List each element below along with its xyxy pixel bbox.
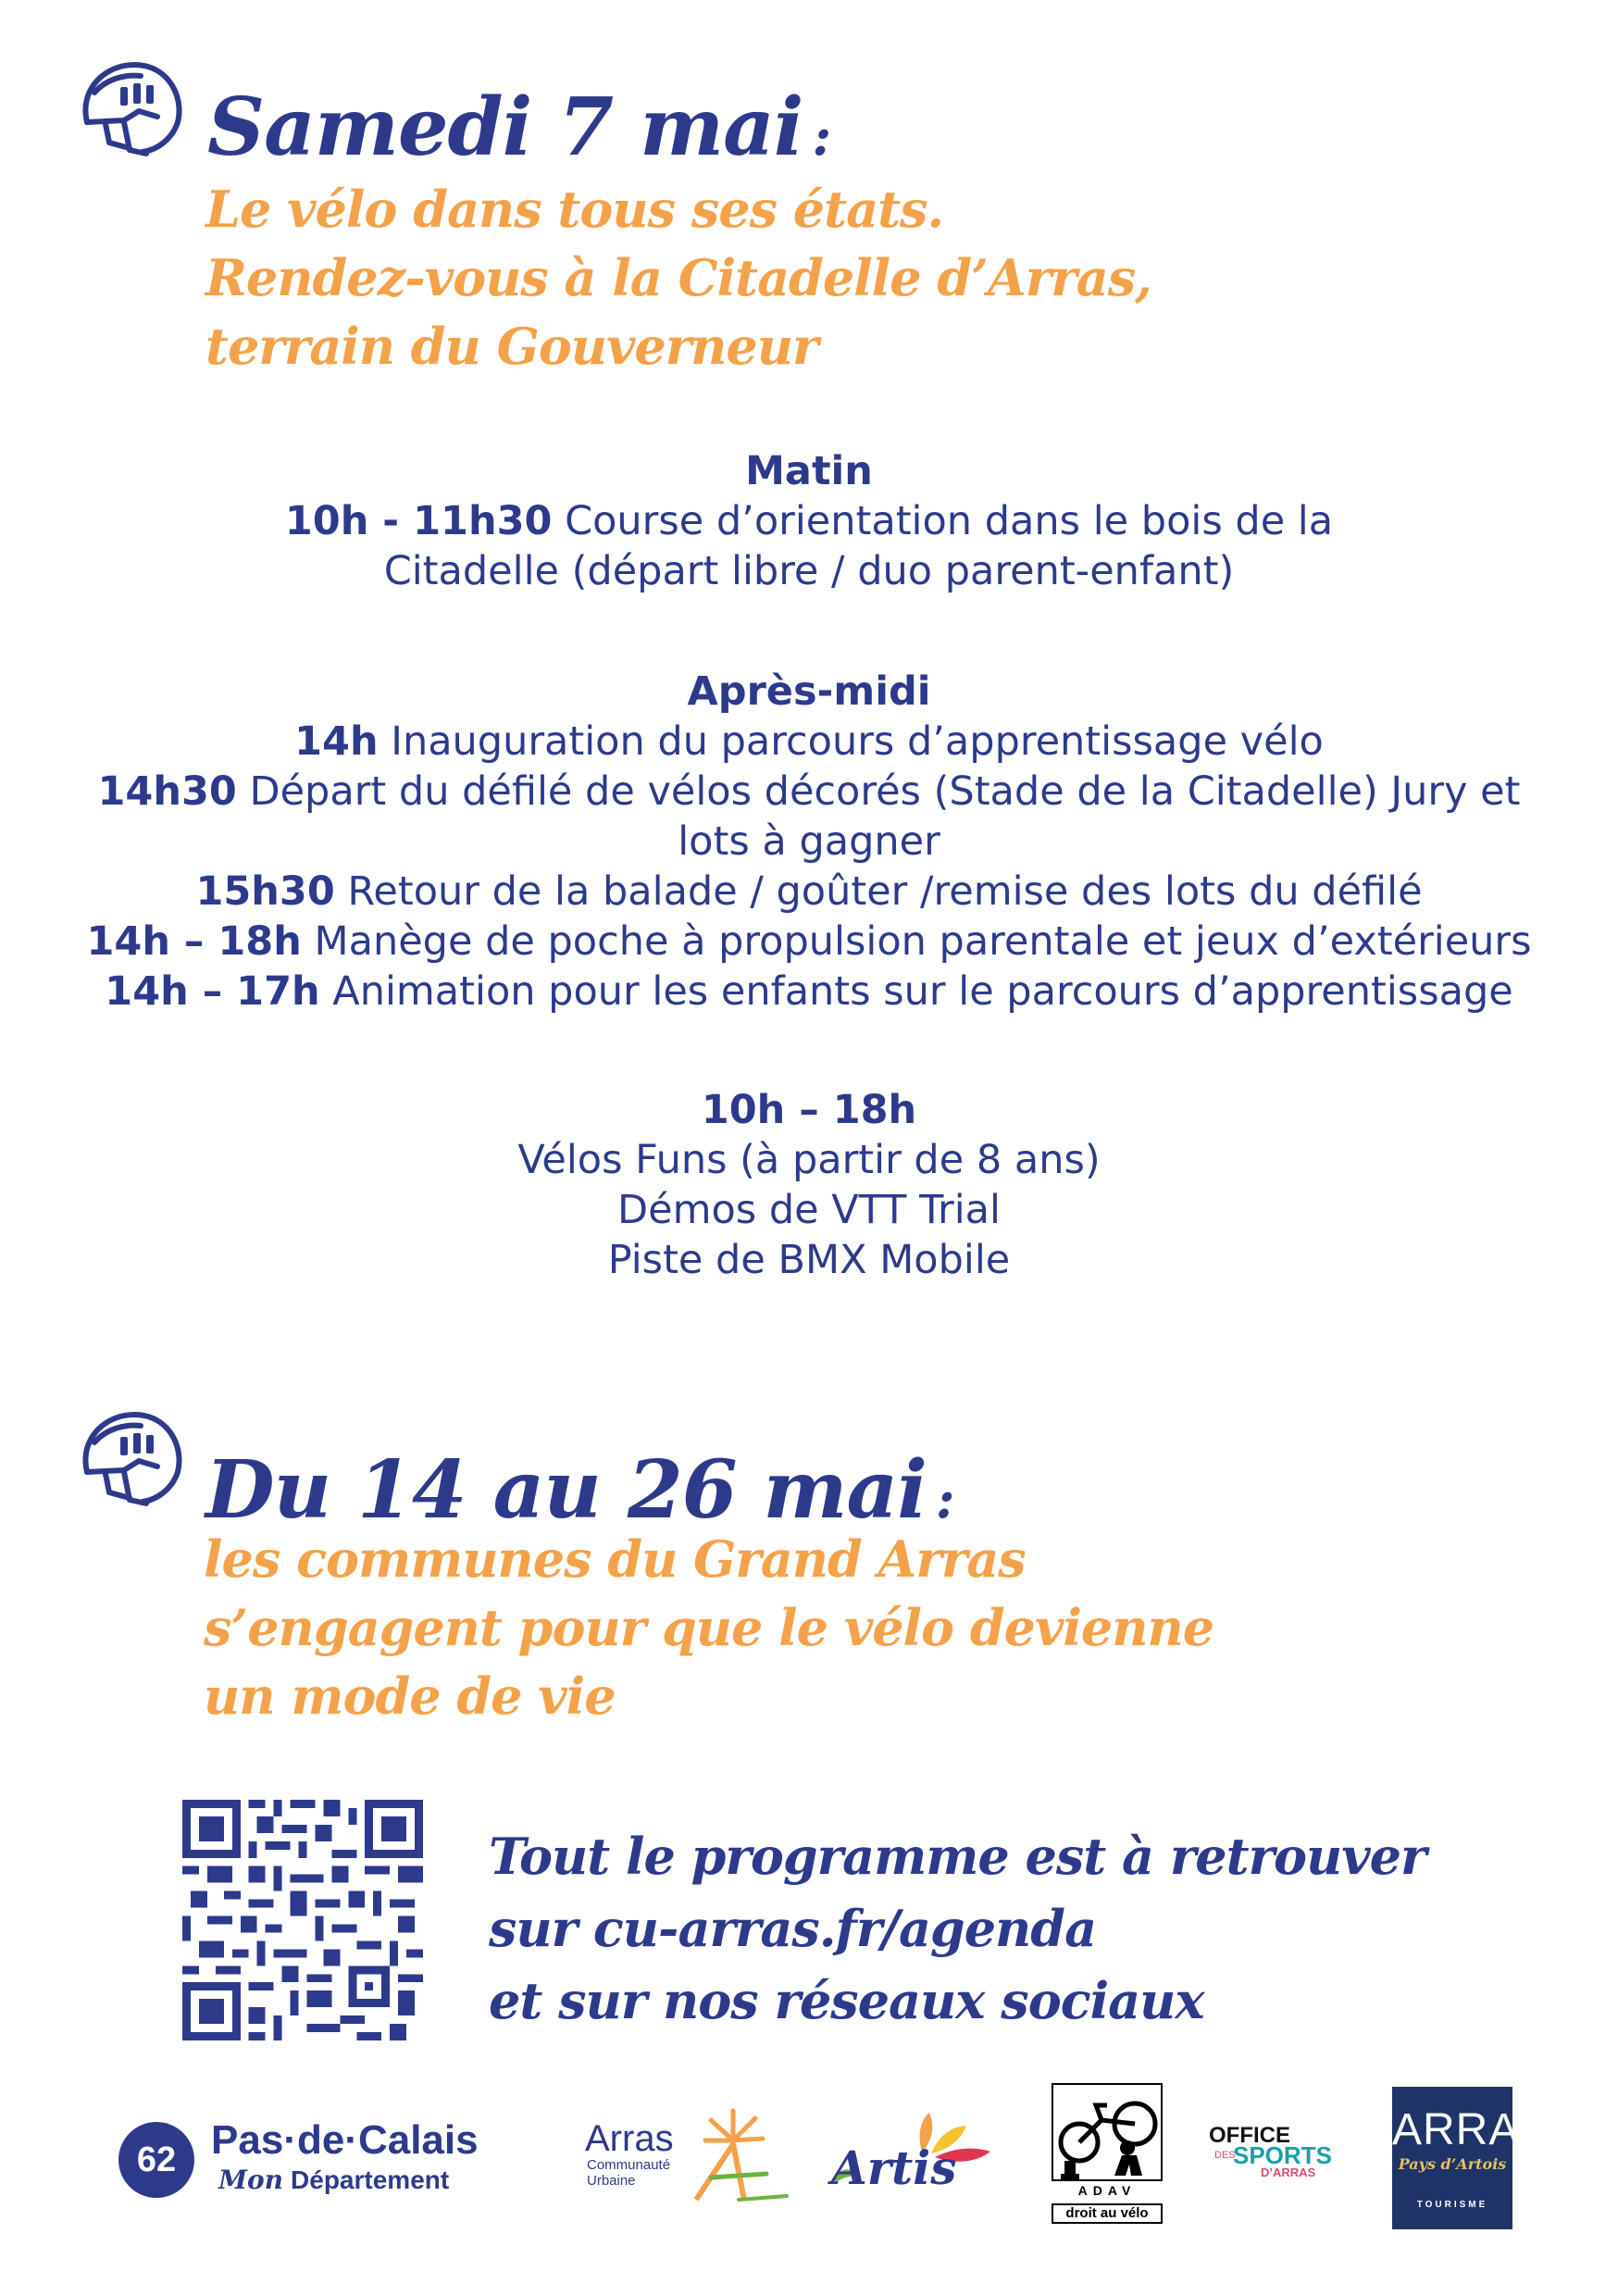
closing-line: Tout le programme est à retrouver (489, 1827, 1426, 1886)
office-des-sports-line: OFFICE (1209, 2123, 1290, 2148)
program-line: Piste de BMX Mobile (607, 1237, 1011, 1283)
section2-subtitle-line: un mode de vie (204, 1666, 616, 1726)
program-text: Inauguration du parcours d’apprentissage vélo (378, 718, 1324, 765)
program-text: lots à gagner (678, 818, 940, 865)
office-des-sports-line: SPORTS (1233, 2141, 1332, 2169)
program-time: 14h – 18h (86, 918, 302, 965)
pas-de-calais-badge: 62 (118, 2122, 194, 2198)
section1-subtitle-line: Le vélo dans tous ses états. (205, 180, 944, 239)
adav-tagline: droit au vélo (1052, 2203, 1163, 2224)
program-apresmidi (37, 667, 1581, 1017)
arras-communaute-sub: Communauté (587, 2157, 671, 2173)
program-line (37, 917, 1581, 967)
program-line (37, 546, 1581, 596)
program-heading: Après-midi (687, 668, 931, 715)
arras-tourisme-logo (1392, 2087, 1550, 2229)
program-heading: 10h – 18h (701, 1087, 917, 1133)
section1-subtitle-line: Rendez-vous à la Citadelle d’Arras, (205, 248, 1151, 307)
title-colon: : (935, 1469, 954, 1530)
program-line (37, 867, 1581, 917)
pas-de-calais-mon: Mon (218, 2165, 284, 2195)
program-matin (37, 446, 1581, 596)
arras-communaute-logo (585, 2103, 789, 2205)
helmet-icon (68, 1396, 189, 1516)
program-allday (37, 1085, 1581, 1285)
qr-code[interactable] (182, 1800, 423, 2040)
program-text: Citadelle (départ libre / duo parent-enfant) (383, 548, 1235, 594)
pas-de-calais-name: Pas·de·Calais (211, 2117, 479, 2163)
arras-tourisme-name: ARRAS (1392, 2105, 1550, 2154)
closing-line: et sur nos réseaux sociaux (489, 1971, 1204, 2030)
title-colon: : (812, 106, 831, 168)
helmet-icon (68, 46, 189, 167)
program-text: Animation pour les enfants sur le parcours d’apprentissage (319, 968, 1513, 1015)
office-des-sports-logo (1209, 2123, 1332, 2189)
program-line (37, 817, 1581, 867)
program-line (37, 967, 1581, 1017)
arras-communaute-name: Arras (585, 2118, 674, 2159)
program-line: Démos de VTT Trial (617, 1187, 1001, 1233)
arras-tourisme-sub: Pays d’Artois (1398, 2155, 1507, 2173)
program-time: 15h30 (195, 868, 335, 915)
closing-line[interactable]: sur cu-arras.fr/agenda (489, 1899, 1097, 1958)
program-text: Course d’orientation dans le bois de la (552, 498, 1334, 544)
program-time: 14h – 17h (105, 968, 320, 1015)
pas-de-calais-subtitle (218, 2165, 449, 2196)
program-time: 14h30 (97, 768, 237, 815)
section2-title: Du 14 au 26 mai : (205, 1443, 954, 1537)
program-line (37, 767, 1581, 817)
section1-subtitle-line: terrain du Gouverneur (205, 317, 818, 376)
program-line (37, 717, 1581, 767)
office-des-sports-line: D’ARRAS (1261, 2165, 1316, 2179)
section1-title: Samedi 7 mai : (207, 81, 831, 174)
section2-subtitle-line: les communes du Grand Arras (204, 1529, 1026, 1589)
program-time: 10h - 11h30 (284, 498, 553, 544)
office-des-sports-line: DES (1214, 2150, 1236, 2161)
pas-de-calais-departement: Département (291, 2165, 450, 2194)
arras-communaute-sub: Urbaine (587, 2173, 636, 2189)
adav-logo (1052, 2083, 1163, 2227)
artis-name: Artis (831, 2140, 957, 2195)
section2-subtitle-line: s’engagent pour que le vélo devienne (204, 1598, 1214, 1657)
program-line: Vélos Funs (à partir de 8 ans) (517, 1137, 1101, 1183)
artis-logo (826, 2111, 1002, 2203)
program-heading: Matin (745, 448, 873, 494)
program-text: Départ du défilé de vélos décorés (Stade de la Citadelle) Jury et (236, 768, 1521, 815)
program-time: 14h (294, 718, 379, 765)
program-line (37, 496, 1581, 546)
program-text: Retour de la balade / goûter /remise des lots du défilé (334, 868, 1423, 915)
program-text: Manège de poche à propulsion parentale et jeux d’extérieurs (301, 918, 1532, 965)
arras-tourisme-tag: TOURISME (1416, 2200, 1488, 2210)
adav-name: ADAV (1077, 2183, 1137, 2198)
